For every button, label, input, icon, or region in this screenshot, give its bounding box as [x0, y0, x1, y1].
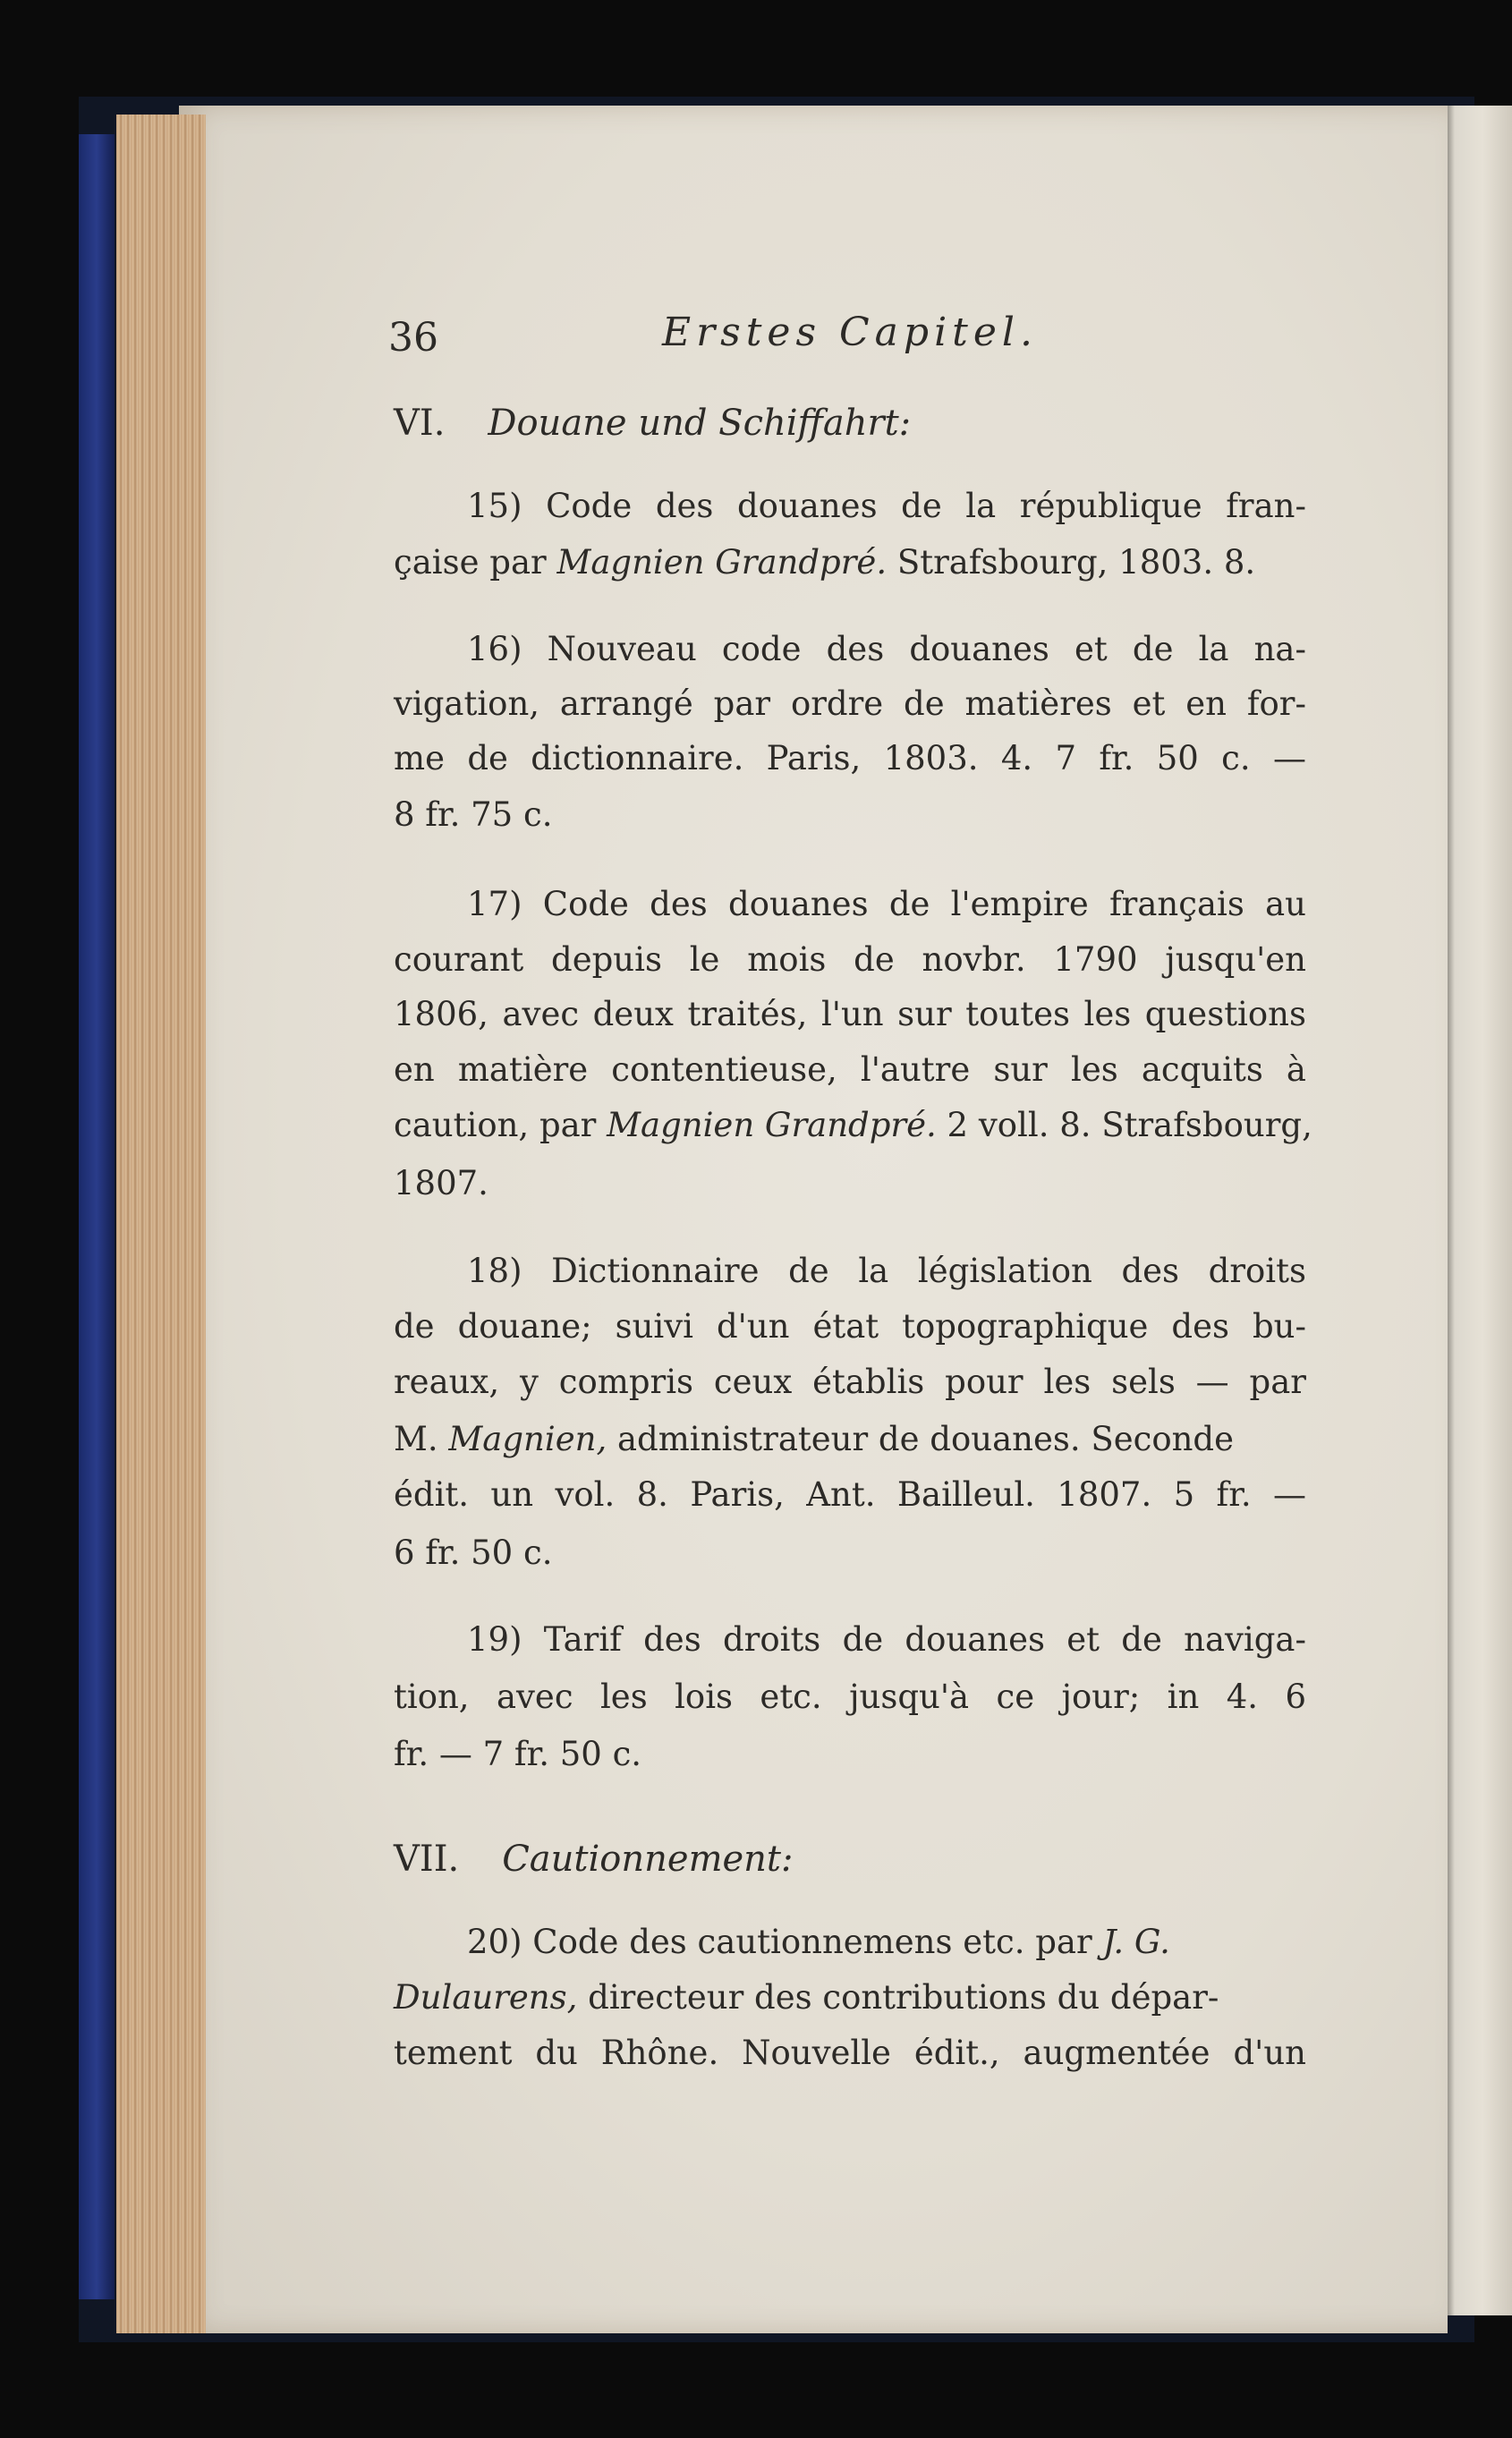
section-heading-vi — [394, 403, 911, 444]
entry-17-line-3: 1806, avec deux traités, l'un sur toutes les questions — [394, 995, 1306, 1033]
entry-17-line-4: en matière contentieuse, l'autre sur les acquits à — [394, 1050, 1306, 1089]
entry-17-line-6: 1807. — [394, 1164, 488, 1202]
page-number: 36 — [388, 315, 438, 361]
entry-16-line-2: vigation, arrangé par ordre de matières et en for- — [394, 684, 1306, 723]
entry-16-line-3: me de dictionnaire. Paris, 1803. 4. 7 fr. 50 c. — — [394, 739, 1306, 777]
author-name: J. G. — [1102, 1923, 1170, 1961]
entry-19-line-2: tion, avec les lois etc. jusqu'à ce jour; in 4. 6 — [394, 1678, 1306, 1716]
author-name: Magnien, — [448, 1420, 607, 1458]
entry-18-line-6: 6 fr. 50 c. — [394, 1533, 553, 1572]
entry-16-line-1: 16) Nouveau code des douanes et de la na- — [467, 630, 1306, 668]
entry-18-line-1: 18) Dictionnaire de la législation des droits — [467, 1252, 1306, 1290]
entry-20-line-2: Dulaurens, directeur des contributions du dépar- — [394, 1978, 1219, 2017]
cover-spine-edge — [79, 134, 115, 2299]
entry-16-line-4: 8 fr. 75 c. — [394, 795, 553, 834]
entry-18-line-2: de douane; suivi d'un état topographique des bu- — [394, 1307, 1306, 1346]
entry-17-line-5: caution, par Magnien Grandpré. 2 voll. 8. Strafsbourg, — [394, 1106, 1312, 1144]
entry-15-line-1: 15) Code des douanes de la république fran- — [467, 487, 1306, 525]
entry-18-line-5: édit. un vol. 8. Paris, Ant. Bailleul. 1807. 5 fr. — — [394, 1475, 1306, 1514]
author-name: Magnien Grandpré. — [607, 1106, 937, 1144]
section-heading-vii — [394, 1839, 793, 1880]
page-block-edges — [116, 115, 206, 2333]
entry-17-line-1: 17) Code des douanes de l'empire français au — [467, 885, 1306, 923]
entry-18-line-3: reaux, y compris ceux établis pour les sels — par — [394, 1363, 1306, 1401]
entry-19-line-1: 19) Tarif des droits de douanes et de naviga- — [467, 1620, 1306, 1659]
author-name: Magnien Grandpré. — [556, 543, 888, 582]
section-title: Douane und Schiffahrt: — [488, 403, 912, 444]
facing-page-edge — [1439, 106, 1512, 2315]
entry-17-line-2: courant depuis le mois de novbr. 1790 jusqu'en — [394, 940, 1306, 979]
entry-20-line-3: tement du Rhône. Nouvelle édit., augmentée d'un — [394, 2034, 1306, 2072]
section-title: Cautionnement: — [502, 1839, 794, 1880]
entry-18-line-4: M. Magnien, administrateur de douanes. Seconde — [394, 1420, 1235, 1458]
section-numeral: VII. — [394, 1839, 460, 1880]
author-name: Dulaurens, — [394, 1978, 578, 2017]
running-title: Erstes Capitel. — [662, 310, 1038, 355]
section-numeral: VI. — [394, 403, 446, 444]
entry-15-line-2: çaise par Magnien Grandpré. Strafsbourg, 1803. 8. — [394, 543, 1256, 582]
entry-19-line-3: fr. — 7 fr. 50 c. — [394, 1735, 642, 1773]
entry-20-line-1: 20) Code des cautionnemens etc. par J. G. — [467, 1923, 1170, 1961]
